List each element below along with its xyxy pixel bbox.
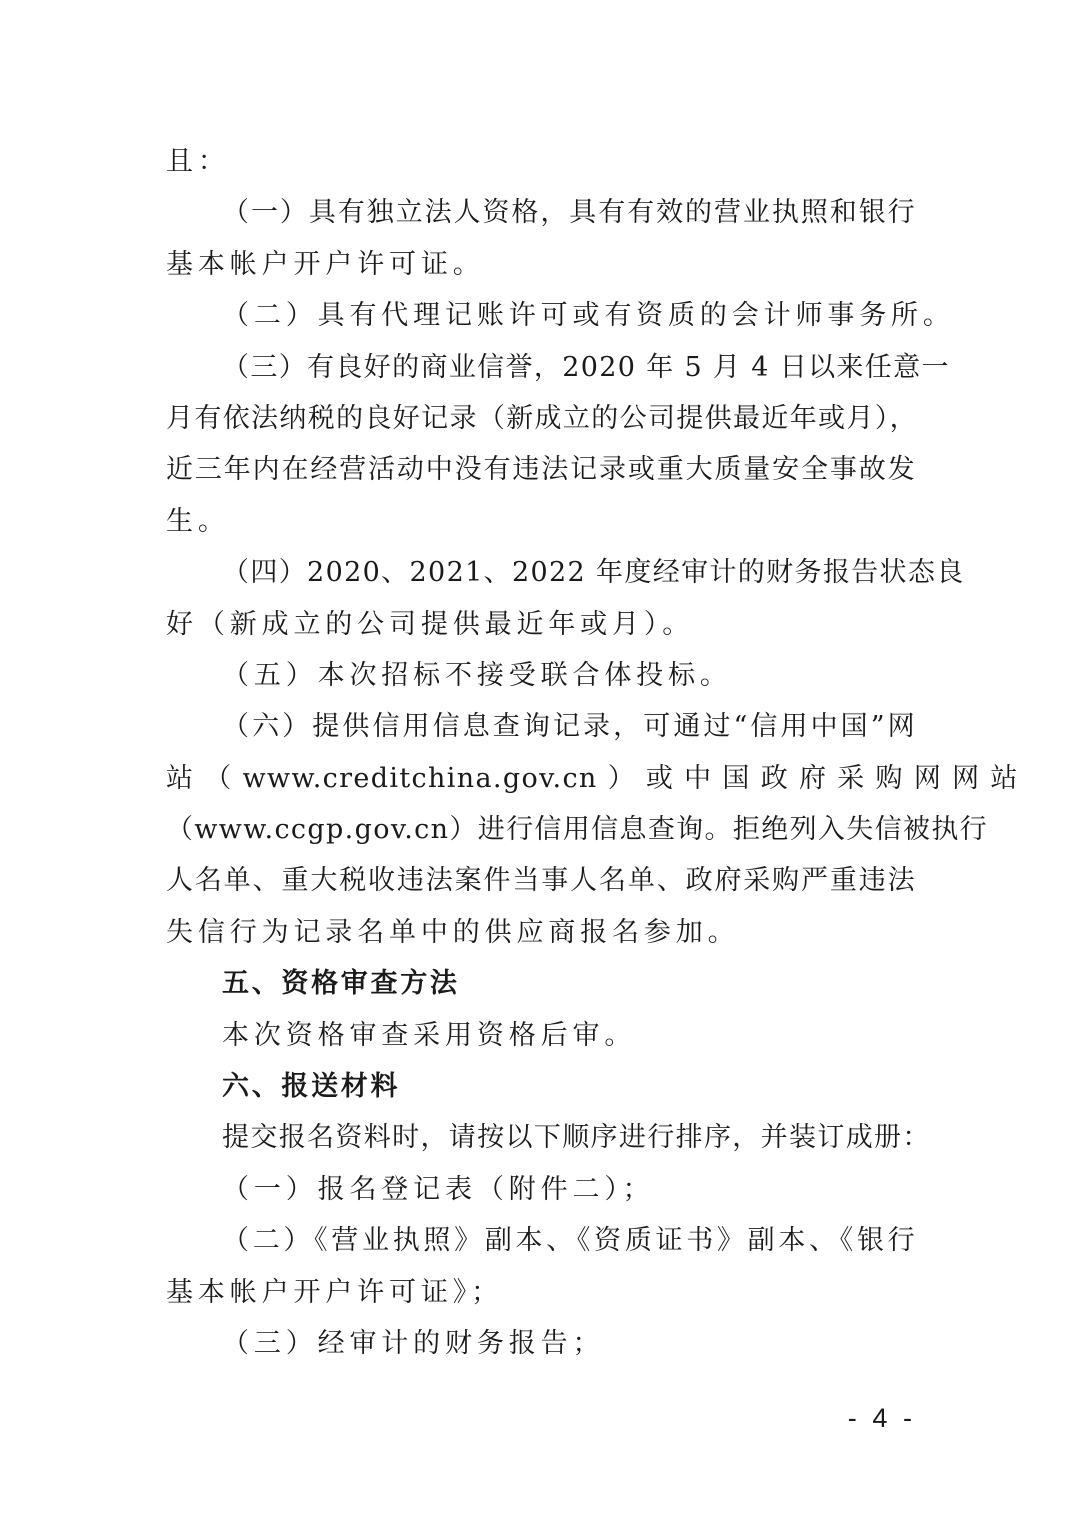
text-line: 月有依法纳税的良好记录（新成立的公司提供最近年或月）， [166,402,918,434]
text-line: 好（新成立的公司提供最近年或月）。 [166,608,695,640]
text-line: 近三年内在经营活动中没有违法记录或重大质量安全事故发 [166,454,916,486]
text-line: 本次资格审查采用资格后审。 [222,1019,637,1051]
text-line: 且： [166,146,230,177]
text-line: 提交报名资料时，请按以下顺序进行排序，并装订成册： [222,1122,931,1154]
text-line: （一）具有独立法人资格，具有有效的营业执照和银行 [222,197,916,229]
text-line: （三）有良好的商业信誉，2020 年 5 月 4 日以来任意一 [222,351,950,383]
text-line: 站 （ www.creditchina.gov.cn ） 或 中 国 政 府 采 购 网 网 站 [166,762,1019,794]
text-line: （二）《营业执照》副本、《资质证书》副本、《银行 [222,1225,916,1257]
text-line: （五）本次招标不接受联合体投标。 [222,659,732,691]
text-line: 失信行为记录名单中的供应商报名参加。 [166,916,740,948]
text-line: （四）2020、2021、2022 年度经审计的财务报告状态良 [222,557,965,589]
text-line: （三）经审计的财务报告； [222,1327,605,1359]
text-line: （二）具有代理记账许可或有资质的会计师事务所。 [222,300,955,332]
text-line: （六）提供信用信息查询记录，可通过“信用中国”网 [222,711,916,743]
text-line: （一）报名登记表（附件二）； [222,1173,655,1205]
text-line: 人名单、重大税收违法案件当事人名单、政府采购严重违法 [166,865,916,897]
page-number: - 4 - [847,1403,916,1433]
section-heading: 五、资格审查方法 [222,968,460,1000]
text-line: 生。 [166,505,230,537]
document-body [166,136,1019,1369]
text-line: （www.ccgp.gov.cn）进行信用信息查询。拒绝列入失信被执行 [166,814,989,846]
section-heading: 六、报送材料 [222,1071,401,1103]
text-line: 基本帐户开户许可证》； [166,1276,503,1308]
text-line: 基本帐户开户许可证。 [166,248,485,280]
